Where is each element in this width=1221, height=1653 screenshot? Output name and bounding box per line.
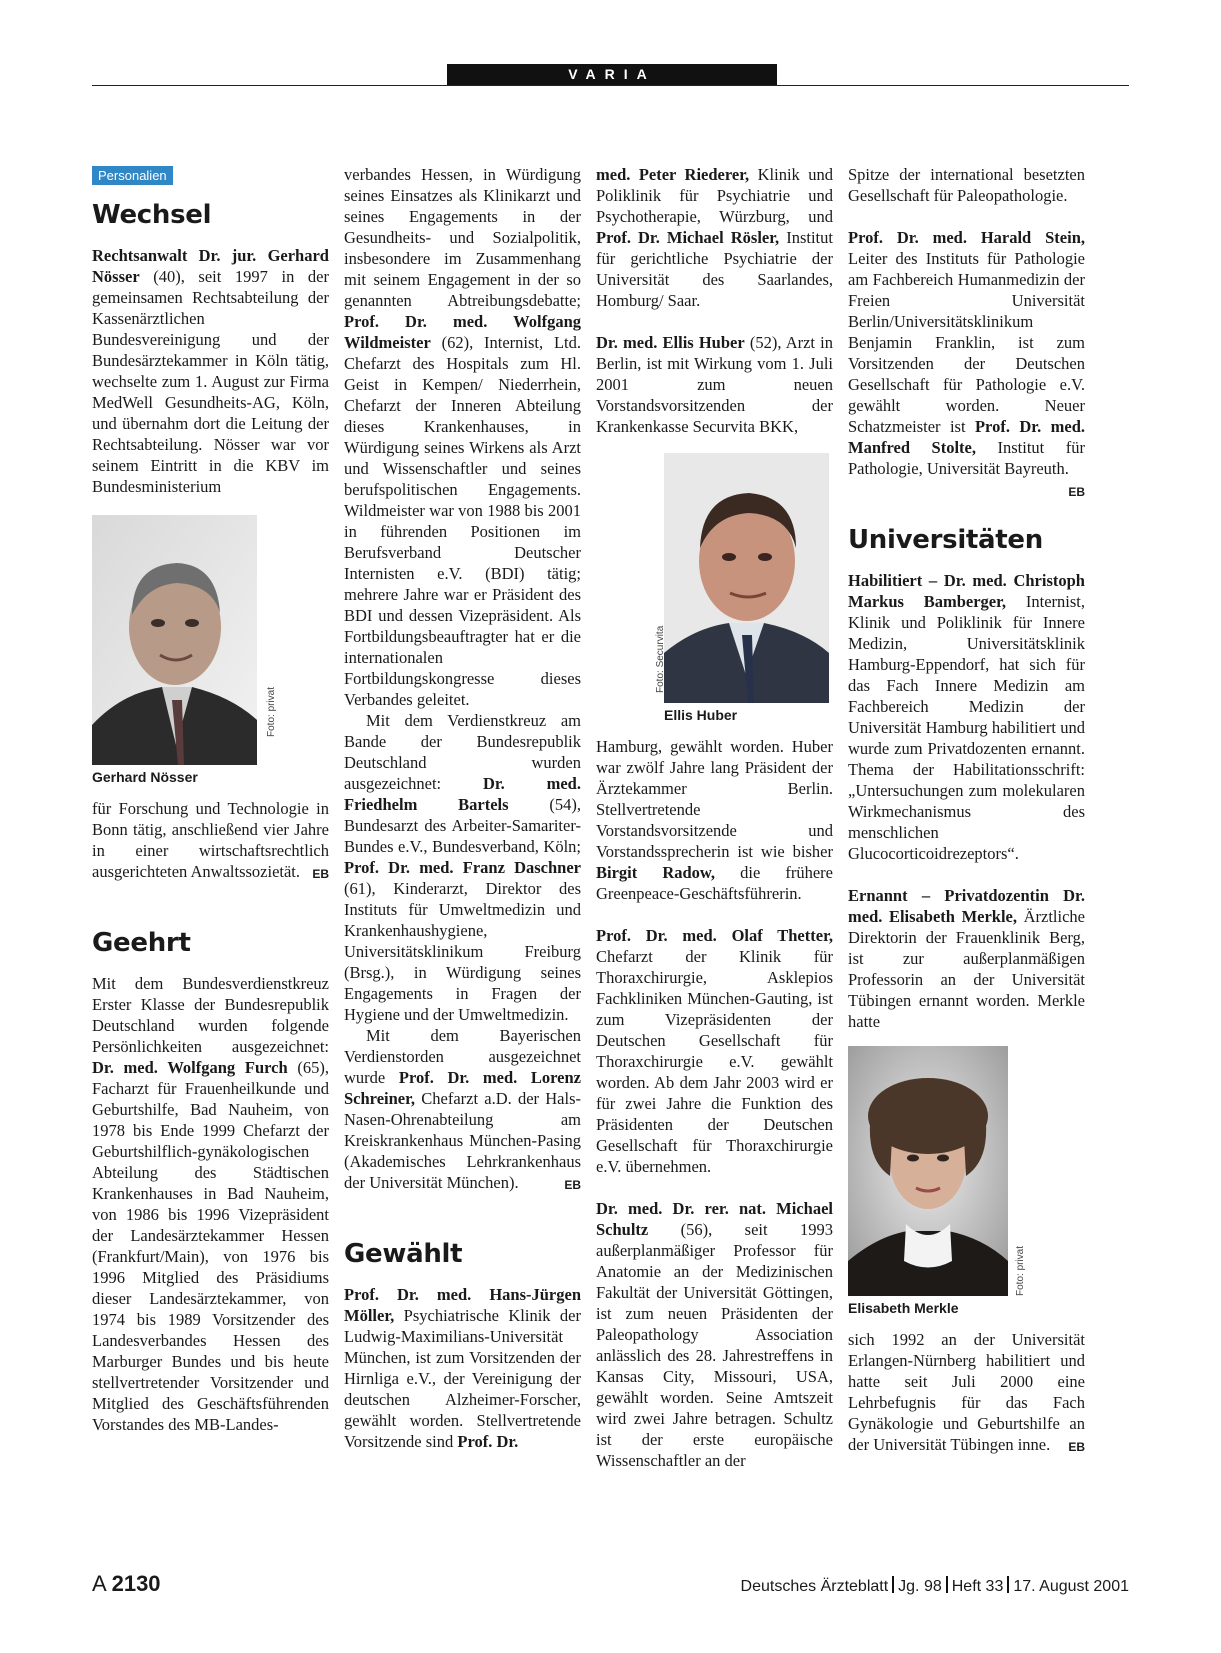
portrait-photo-merkle [848, 1046, 1008, 1296]
heading-geehrt: Geehrt [92, 928, 191, 958]
article-schultz: Dr. med. Dr. rer. nat. Michael Schultz (56), seit 1993 außerplanmäßiger Professor für Anatomie an der Medizinischen Fakultät der Universität Göttingen, ist zum neuen Präsidenten der Paleopathology Association anlässlich des 28. Jahrestreffens in Kansas City, Missouri, USA, gewählt worden. Seine Amtszeit wird zwei Jahre betragen. Schultz ist der erste europäische Wissenschaftler an der [596, 1199, 833, 1470]
author-initials: EB [312, 867, 329, 881]
photo-credit: Foto: privat [1015, 1245, 1026, 1296]
journal-footer [741, 1576, 1129, 1596]
article-wildmeister: verbandes Hessen, in Würdigung seines Einsatzes als Klinikarzt und seines Engagements in der Gesundheits- und Sozialpolitik, insbesondere im Zusammenhang mit seinem Engagement in der so genannten Abtreibungsdebatte; Prof. Dr. med. Wolfgang Wildmeister (62), Internist, Ltd. Chefarzt des Hospitals zum Hl. Geist in Kempen/ Niederrhein, Chefarzt der Inneren Abteilung dieses Krankenhauses, in Würdigung seines Wirkens als Arzt und Wissenschaftler und seines berufspolitischen Engagements. Wildmeister war von 1988 bis 2001 in führenden Positionen im Berufsverband Deutscher Internisten e.V. (BDI) tätig; mehrere Jahre war er Präsident des BDI und dessen Vizepräsident. Als Fortbildungsbeauftragter hat er die internationalen Fortbildungskongresse dieses Verbandes geleitet. [344, 165, 581, 709]
article-noesser-cont: für Forschung und Technologie in Bonn tätig, anschließend vier Jahre in einer wirtschaftsrechtlich ausgerichteten Anwaltssozietät. EB [92, 798, 329, 882]
article-schreiner: Mit dem Bayerischen Verdienstorden ausgezeichnet wurde Prof. Dr. med. Lorenz Schreiner, Chefarzt a.D. der Hals-Nasen-Ohrenabteilung am Kreiskrankenhaus München-Pasing (Akademisches Lehrkrankenhaus der Universität München). EB [344, 1025, 581, 1193]
column-2 [344, 164, 581, 1452]
photo-credit: Foto: privat [266, 686, 277, 737]
photo-caption: Ellis Huber [664, 707, 738, 723]
column-4 [848, 164, 1085, 1458]
heading-universitaeten: Universitäten [848, 525, 1043, 555]
article-stein: Prof. Dr. med. Harald Stein, Leiter des Instituts für Pathologie am Fachbereich Humanmedizin der Freien Universität Berlin/Universitätsklinikum Benjamin Franklin, ist zum Vorsitzenden der Deutschen Gesellschaft für Pathologie e.V. gewählt worden. Neuer Schatzmeister ist Prof. Dr. med. Manfred Stolte, Institut für Pathologie, Universität Bayreuth. EB [848, 227, 1085, 479]
article-merkle: Ernannt – Privatdozentin Dr. med. Elisabeth Merkle, Ärztliche Direktorin der Frauenklinik Berg, ist zur außerplanmäßigen Professorin an der Universität Tübingen ernannt worden. Merkle hatte [848, 886, 1085, 1031]
journal-issue: Heft 33 [951, 1578, 1004, 1595]
author-initials: EB [1068, 485, 1085, 499]
divider [946, 1576, 948, 1593]
article-verdienstkreuz: Mit dem Verdienstkreuz am Bande der Bundesrepublik Deutschland wurden ausgezeichnet: Dr. med. Friedhelm Bartels (54), Bundesarzt des Arbeiter-Samariter-Bundes e.V., Bundesverband, Köln; Prof. Dr. med. Franz Daschner (61), Kinderarzt, Direktor des Instituts für Umweltmedizin und Krankenhaushygiene, Universitätsklinikum Freiburg (Brsg.), in Würdigung seines Engagements in Fragen der Hygiene und der Umweltmedizin. [344, 711, 581, 1024]
article-merkle-cont: sich 1992 an der Universität Erlangen-Nürnberg habilitiert und hatte seit Juli 2000 eine Lehrbefugnis für das Fach Gynäkologie und Geburtshilfe an der Universität Tübingen inne. EB [848, 1329, 1085, 1455]
photo-credit: Foto: Securvita [655, 625, 666, 693]
journal-volume: Jg. 98 [898, 1578, 942, 1595]
author-initials: EB [1068, 1440, 1085, 1454]
divider [892, 1576, 894, 1593]
journal-date: 17. August 2001 [1013, 1578, 1129, 1595]
article-noesser: Rechtsanwalt Dr. jur. Gerhard Nösser (40), seit 1997 in der gemeinsamen Rechtsabteilung der Kassenärztlichen Bundesvereinigung und der Bundesärztekammer in Köln tätig, wechselte zum 1. August zur Firma MedWell Gesundheits-AG, Köln, und übernahm dort die Leitung der Rechtsabteilung. Nösser war vor seinem Eintritt in die KBV im Bundesministerium [92, 246, 329, 496]
page-number: A 2130 [92, 1571, 161, 1596]
author-initials: EB [564, 1178, 581, 1192]
article-geehrt: Mit dem Bundesverdienstkreuz Erster Klasse der Bundesrepublik Deutschland wurden folgende Persönlichkeiten ausgezeichnet: Dr. med. Wolfgang Furch (65), Facharzt für Frauenheilkunde und Geburtshilfe, Bad Nauheim, von 1978 bis Ende 1999 Chefarzt der Geburtshilflich-gynäkologischen Abteilung des Städtischen Krankenhauses in Bad Nauheim, von 1986 bis 1996 Vizepräsident der Landesärztekammer Hessen (Frankfurt/Main), von 1976 bis 1996 Mitglied des Präsidiums dieser Landesärztekammer, von 1974 bis 1989 Vorsitzender des Landesverbandes Hessen des Marburger Bundes und bis heute stellvertretender Vorsitzender und Mitglied des Geschäftsführenden Vorstandes des MB-Landes- [92, 974, 329, 1434]
heading-gewaehlt: Gewählt [344, 1239, 463, 1269]
article-bamberger: Habilitiert – Dr. med. Christoph Markus Bamberger, Internist, Klinik und Poliklinik für Innere Medizin, Universitätsklinik Hamburg-Eppendorf, hat sich für das Fach Innere Medizin am Fachbereich Medizin der Universität Hamburg habilitiert und wurde zum Privatdozenten ernannt. Thema der Habilitationsschrift: „Untersuchungen zum molekularen Wirkmechanismus des menschlichen Glucocorticoidrezeptors“. [848, 571, 1085, 863]
photo-caption: Elisabeth Merkle [848, 1300, 959, 1316]
article-moeller: Prof. Dr. med. Hans-Jürgen Möller, Psychiatrische Klinik der Ludwig-Maximilians-Universität München, ist zum Vorsitzenden der Hirnliga e.V., der Vereinigung der deutschen Alzheimer-Forscher, gewählt worden. Stellvertretende Vorsitzende sind Prof. Dr. [344, 1285, 581, 1451]
header-rule [92, 85, 1129, 86]
divider [1007, 1576, 1009, 1593]
portrait-photo-noesser [92, 515, 257, 765]
heading-wechsel: Wechsel [92, 200, 212, 230]
photo-caption: Gerhard Nösser [92, 769, 198, 785]
figure-noesser [92, 515, 329, 786]
article-thetter: Prof. Dr. med. Olaf Thetter, Chefarzt der Klinik für Thoraxchirurgie, Asklepios Fachkliniken München-Gauting, ist zum Vizepräsidenten der Deutschen Gesellschaft für Thoraxchirurgie e.V. gewählt worden. Ab dem Jahr 2003 wird er für zwei Jahre die Funktion des Präsidenten der Deutschen Gesellschaft für Thoraxchirurgie e.V. übernehmen. [596, 926, 833, 1176]
figure-huber [655, 453, 833, 724]
column-1 [92, 164, 329, 1435]
journal-name: Deutsches Ärzteblatt [740, 1578, 889, 1595]
section-label: VARIA [447, 64, 777, 85]
article-schultz-cont: Spitze der international besetzten Gesellschaft für Paleopathologie. [848, 165, 1085, 205]
rubric-badge: Personalien [92, 166, 173, 185]
column-3 [596, 164, 833, 1471]
article-riederer: med. Peter Riederer, Klinik und Poliklinik für Psychiatrie und Psychotherapie, Würzburg, und Prof. Dr. Michael Rösler, Institut für gerichtliche Psychiatrie der Universität des Saarlandes, Homburg/ Saar. [596, 165, 833, 310]
article-huber-cont: Hamburg, gewählt worden. Huber war zwölf Jahre lang Präsident der Ärztekammer Berlin. Stellvertretende Vorstandsvorsitzende und Vorstandssprecherin ist wie bisher Birgit Radow, die frühere Greenpeace-Geschäftsführerin. [596, 737, 833, 903]
article-huber: Dr. med. Ellis Huber (52), Arzt in Berlin, ist mit Wirkung vom 1. Juli 2001 zum neuen Vorstandsvorsitzenden der Krankenkasse Securvita BKK, [596, 333, 833, 436]
figure-merkle [848, 1046, 1085, 1317]
portrait-photo-huber [664, 453, 829, 703]
